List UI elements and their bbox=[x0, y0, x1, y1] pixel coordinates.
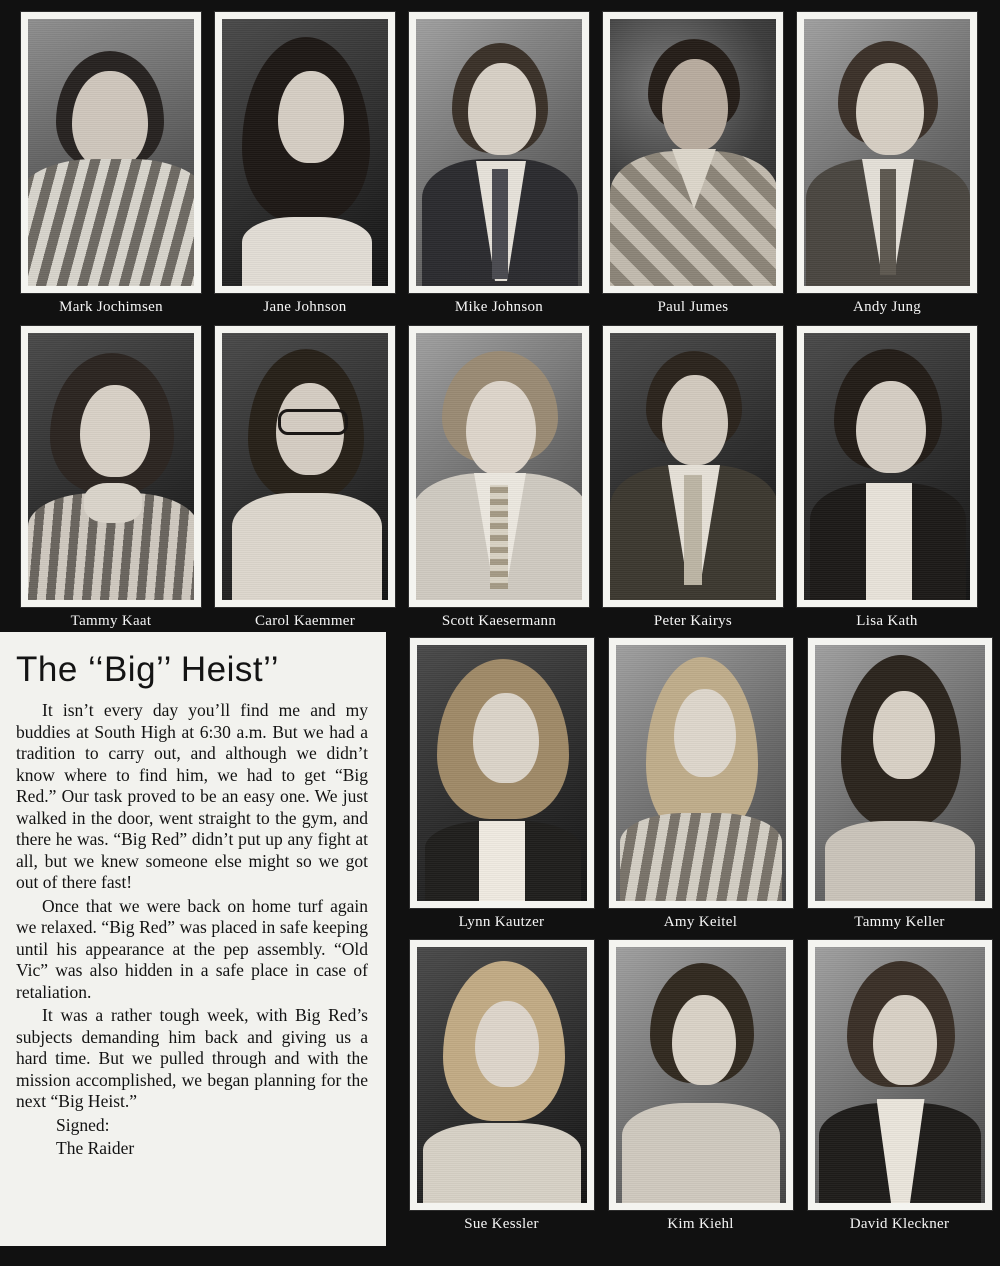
photo-frame bbox=[410, 638, 594, 908]
portrait-caption: Kim Kiehl bbox=[667, 1216, 734, 1232]
portrait-caption: Carol Kaemmer bbox=[254, 613, 356, 629]
portrait-card bbox=[402, 12, 596, 316]
portrait-card bbox=[208, 326, 402, 630]
photo-frame bbox=[215, 12, 395, 293]
portrait-photo bbox=[417, 947, 587, 1203]
portrait-photo bbox=[804, 333, 970, 600]
story-article bbox=[0, 632, 386, 1246]
portrait-card bbox=[402, 326, 596, 630]
photo-frame bbox=[808, 638, 992, 908]
portrait-caption: Amy Keitel bbox=[663, 914, 738, 930]
portrait-photo bbox=[610, 333, 776, 600]
portrait-card bbox=[601, 940, 800, 1233]
portrait-photo bbox=[222, 333, 388, 600]
portrait-caption: Peter Kairys bbox=[653, 613, 733, 629]
portrait-caption: Lynn Kautzer bbox=[458, 914, 545, 930]
portrait-caption: Andy Jung bbox=[852, 299, 922, 315]
photo-frame bbox=[808, 940, 992, 1210]
portrait-photo bbox=[616, 645, 786, 901]
portrait-photo bbox=[222, 19, 388, 286]
portrait-photo bbox=[416, 19, 582, 286]
story-signed-name: The Raider bbox=[56, 1138, 135, 1159]
photo-frame bbox=[409, 326, 589, 607]
portrait-row-4 bbox=[402, 940, 999, 1233]
portrait-photo bbox=[28, 19, 194, 286]
portrait-photo bbox=[417, 645, 587, 901]
portrait-caption: Jane Johnson bbox=[263, 299, 347, 315]
portrait-row-2 bbox=[14, 326, 984, 630]
photo-frame bbox=[797, 12, 977, 293]
story-paragraph: It isn’t every day you’ll find me and my buddies at South High at 6:30 a.m. But we had a tradition to carry out, and although we didn’t know where to find him, we had to get “Big Red.” Our task proved to be an easy one. We just walked in the door, went straight to the gym, and there he was. “Big Red” didn’t put up any fight at all, but we knew someone else might so we got out of there fast! bbox=[16, 700, 368, 893]
portrait-photo bbox=[28, 333, 194, 600]
portrait-card bbox=[14, 326, 208, 630]
story-paragraph: It was a rather tough week, with Big Red’s subjects demanding him back and giving us a hard time. But we pulled through and with the mission accomplished, we began planning for the next “Big Heist.” bbox=[16, 1005, 368, 1112]
portrait-card bbox=[208, 12, 402, 316]
photo-frame bbox=[215, 326, 395, 607]
portrait-card bbox=[790, 326, 984, 630]
portrait-card bbox=[790, 12, 984, 316]
portrait-caption: Mark Jochimsen bbox=[59, 299, 163, 315]
photo-frame bbox=[21, 326, 201, 607]
portrait-caption: Mike Johnson bbox=[454, 299, 544, 315]
portrait-caption: Tammy Kaat bbox=[70, 613, 152, 629]
portrait-photo bbox=[815, 947, 985, 1203]
portrait-caption: Lisa Kath bbox=[856, 613, 918, 629]
portrait-card bbox=[14, 12, 208, 316]
photo-frame bbox=[609, 638, 793, 908]
portrait-caption: Tammy Keller bbox=[854, 914, 945, 930]
photo-frame bbox=[603, 326, 783, 607]
photo-frame bbox=[797, 326, 977, 607]
portrait-photo bbox=[616, 947, 786, 1203]
portrait-card bbox=[601, 638, 800, 931]
portrait-card bbox=[596, 326, 790, 630]
portrait-photo bbox=[804, 19, 970, 286]
portrait-card bbox=[402, 940, 601, 1233]
portrait-caption: Sue Kessler bbox=[464, 1216, 539, 1232]
portrait-card bbox=[800, 638, 999, 931]
photo-frame bbox=[410, 940, 594, 1210]
portrait-caption: David Kleckner bbox=[849, 1216, 950, 1232]
portrait-photo bbox=[815, 645, 985, 901]
portrait-card bbox=[800, 940, 999, 1233]
portrait-photo bbox=[416, 333, 582, 600]
portrait-photo bbox=[610, 19, 776, 286]
portrait-row-1 bbox=[14, 12, 984, 316]
photo-frame bbox=[21, 12, 201, 293]
photo-frame bbox=[603, 12, 783, 293]
photo-frame bbox=[409, 12, 589, 293]
portrait-row-3 bbox=[402, 638, 999, 931]
portrait-caption: Scott Kaesermann bbox=[441, 613, 557, 629]
story-signed-label: Signed: bbox=[56, 1114, 110, 1135]
portrait-caption: Paul Jumes bbox=[657, 299, 729, 315]
photo-frame bbox=[609, 940, 793, 1210]
portrait-card bbox=[596, 12, 790, 316]
portrait-card bbox=[402, 638, 601, 931]
story-title: The ‘‘Big’’ Heist’’ bbox=[16, 650, 280, 689]
story-paragraph: Once that we were back on home turf again we relaxed. “Big Red” was placed in safe keeping until his appearance at the pep assembly. “Old Vic” was also hidden in a safe place in case of retaliation. bbox=[16, 895, 368, 1002]
